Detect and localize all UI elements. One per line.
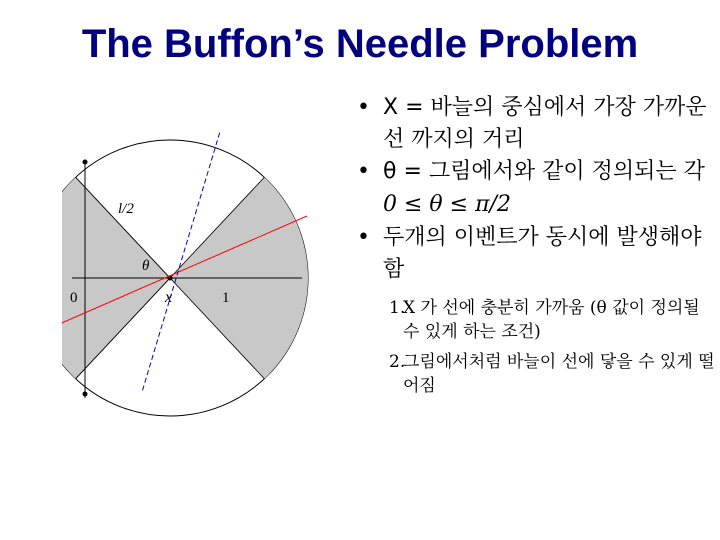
- needle-figure: [62, 130, 332, 430]
- slide-title: The Buffon’s Needle Problem: [81, 22, 639, 66]
- label-x: x: [165, 289, 173, 306]
- label-theta: θ: [142, 258, 150, 274]
- bullet-text: X = 바늘의 중심에서 가장 가까운 선 까지의 거리: [383, 95, 707, 152]
- label-one: 1: [222, 290, 230, 306]
- numbered-item: [355, 350, 715, 398]
- bullet-text: 두개의 이벤트가 동시에 발생해야 함: [383, 225, 702, 282]
- numbered-item: [355, 296, 715, 344]
- item-number: 1.: [389, 298, 406, 318]
- axis-top-point: [83, 160, 88, 165]
- item-text: X 가 선에 충분히 가까움 (θ 값이 정의될 수 있게 하는 조건): [403, 298, 700, 342]
- bullet-marker: •: [357, 159, 370, 184]
- label-zero: 0: [70, 290, 78, 306]
- bullet-item: [355, 92, 715, 156]
- bullet-marker: •: [357, 95, 370, 120]
- bullet-marker: •: [357, 225, 370, 250]
- bullet-text: θ = 그림에서와 같이 정의되는 각: [383, 159, 705, 184]
- item-text: 그림에서처럼 바늘이 선에 닿을 수 있게 떨어짐: [403, 352, 715, 396]
- axis-bottom-point: [83, 392, 88, 397]
- bullet-item: [355, 222, 715, 286]
- bullet-list: [355, 92, 715, 398]
- label-l-half: l/2: [118, 201, 134, 217]
- theta-range: 0 ≤ θ ≤ π/2: [383, 192, 511, 217]
- bullet-item: [355, 156, 715, 188]
- item-number: 2.: [389, 352, 406, 372]
